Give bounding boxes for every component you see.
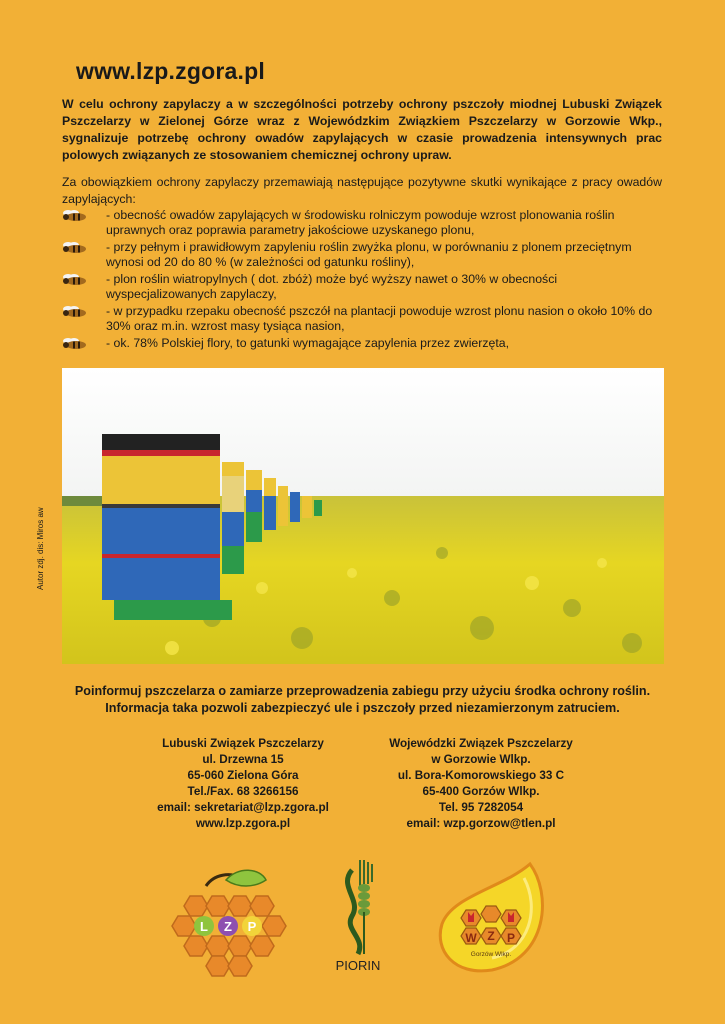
intro-paragraph: W celu ochrony zapylaczy a w szczególności potrzeby ochrony pszczoły miodnej Lubuski Związek Pszczelarzy w Zielonej Górze wraz z Wojewódzkim Związkiem Pszczelarzy w Gorzowie Wkp., sygnalizuje potrzebę ochrony owadów zapylających w czasie prowadzenia intensywnych prac polowych związanych ze stosowaniem chemicznej ochrony upraw.	[62, 97, 662, 162]
effect-text: - obecność owadów zapylających w środowisku rolniczym powoduje wzrost plonowania roślin uprawnych oraz poprawia parametry jakościowe uzyskanego plonu,	[106, 208, 615, 237]
warning-message	[40, 683, 685, 717]
piorin-logo-text: PIORIN	[335, 958, 381, 973]
warning-line-1: Poinformuj pszczelarza o zamiarze przeprowadzenia zabiegu przy użyciu środka ochrony roślin.	[74, 684, 651, 698]
wzp-logo-letter-p: P	[506, 931, 516, 945]
lzp-logo-letter-l: L	[200, 919, 208, 934]
effect-text: - przy pełnym i prawidłowym zapyleniu roślin zwyżka plonu, w porównaniu z plonem przeciętnym wynosi od 20 do 80 % (w zależności od gatunku rośliny),	[106, 240, 632, 269]
list-item	[62, 336, 662, 351]
wzp-logo-letter-z: Z	[487, 929, 495, 943]
contact-wzp	[366, 736, 596, 832]
contact-lzp	[128, 736, 358, 832]
bee-icon	[62, 241, 88, 254]
wzp-logo	[430, 858, 552, 978]
list-item	[62, 304, 662, 334]
contact-city: 65-060 Zielona Góra	[187, 769, 299, 782]
beehive-field-photo	[62, 368, 664, 664]
contact-website: www.lzp.zgora.pl	[195, 817, 291, 830]
contact-city: 65-400 Gorzów Wlkp.	[422, 785, 540, 798]
effect-text: - plon roślin wiatropylnych ( dot. zbóż) może być wyższy nawet o 30% w obecności wyspecjalizowanych zapylaczy,	[106, 272, 558, 301]
effect-text: - w przypadku rzepaku obecność pszczół na plantacji powoduje wzrost plonu nasion o około 10% do 30% oraz m.in. wzrost masy tysiąca nasion,	[106, 304, 653, 333]
website-title: www.lzp.zgora.pl	[76, 58, 265, 84]
wzp-logo-caption: Gorzów Wlkp.	[470, 951, 512, 958]
bee-icon	[62, 305, 88, 318]
warning-line-2: Informacja taka pozwoli zabezpieczyć ule i pszczoły przed niezamierzonym zatruciem.	[105, 701, 620, 715]
effect-text: - ok. 78% Polskiej flory, to gatunki wymagające zapylenia przez zwierzęta,	[106, 336, 510, 350]
contact-phone: Tel./Fax. 68 3266156	[187, 785, 299, 798]
bee-icon	[62, 209, 88, 222]
lzp-logo-letter-p: P	[247, 919, 257, 934]
photo-credit: Autor zdj. dis: Miros aw	[36, 507, 45, 590]
bee-icon	[62, 337, 88, 350]
bee-icon	[62, 273, 88, 286]
effects-list	[62, 208, 662, 353]
contact-org-name: Lubuski Związek Pszczelarzy	[162, 737, 324, 750]
lzp-logo-letter-z: Z	[224, 919, 232, 934]
contact-street: ul. Bora-Komorowskiego 33 C	[397, 769, 565, 782]
contact-email: email: sekretariat@lzp.zgora.pl	[157, 801, 329, 814]
contact-phone: Tel. 95 7282054	[438, 801, 524, 814]
photo-scene	[62, 368, 664, 664]
contact-org-name: Wojewódzki Związek Pszczelarzy	[389, 737, 573, 750]
contact-org-location: w Gorzowie Wlkp.	[431, 753, 531, 766]
list-item	[62, 272, 662, 302]
list-item	[62, 240, 662, 270]
contact-street: ul. Drzewna 15	[202, 753, 284, 766]
contact-email: email: wzp.gorzow@tlen.pl	[406, 817, 556, 830]
list-item	[62, 208, 662, 238]
lzp-logo	[168, 866, 288, 978]
piorin-logo	[322, 856, 392, 976]
wzp-logo-letter-w: W	[465, 931, 477, 945]
effects-intro: Za obowiązkiem ochrony zapylaczy przemawiają następujące pozytywne skutki wynikające z pracy owadów zapylających:	[62, 175, 662, 206]
